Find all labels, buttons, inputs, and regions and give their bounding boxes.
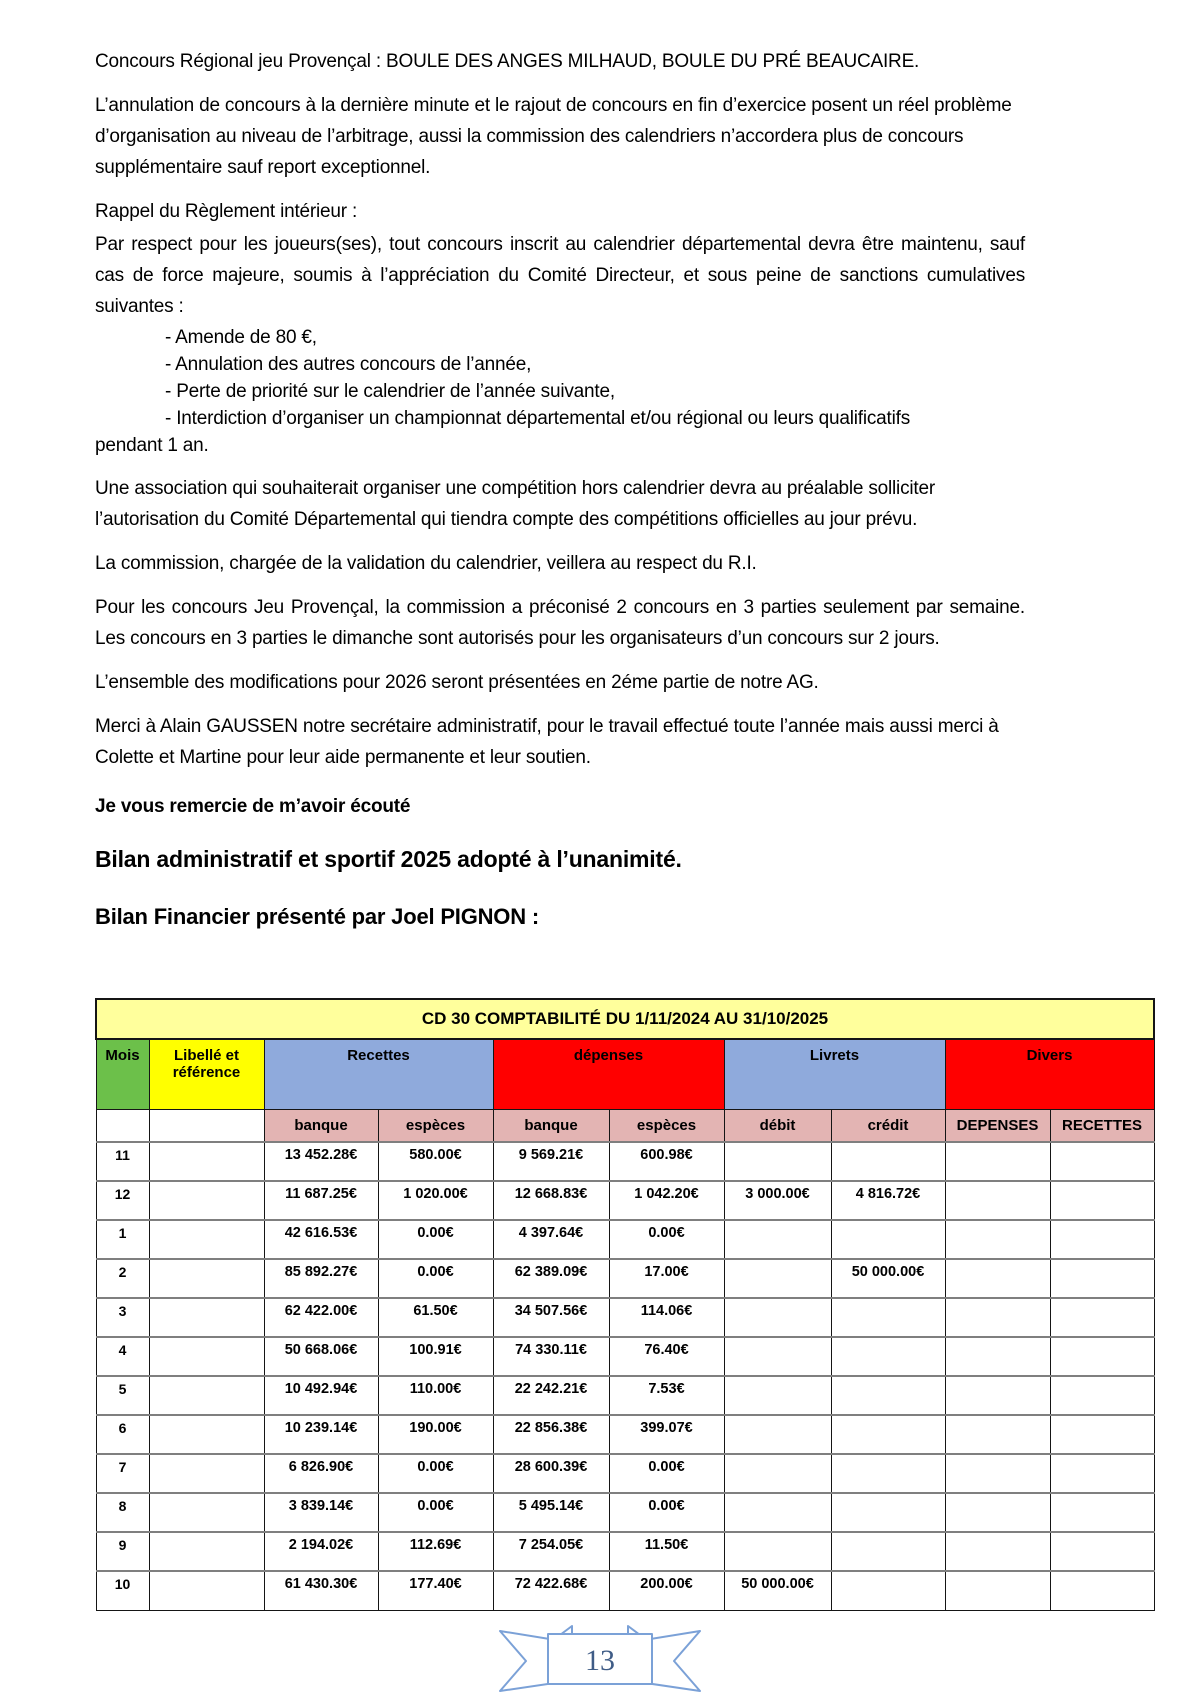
value-cell: 399.07€: [609, 1415, 724, 1454]
subheader-divers-depenses: DEPENSES: [945, 1109, 1050, 1142]
table-row: [96, 1220, 1154, 1259]
value-cell: 22 242.21€: [493, 1376, 609, 1415]
value-cell: [1050, 1181, 1154, 1220]
value-cell: 50 668.06€: [264, 1337, 378, 1376]
value-cell: [945, 1142, 1050, 1181]
value-cell: 600.98€: [609, 1142, 724, 1181]
value-cell: 10 492.94€: [264, 1376, 378, 1415]
value-cell: [831, 1298, 945, 1337]
value-cell: 100.91€: [378, 1337, 493, 1376]
value-cell: [1050, 1142, 1154, 1181]
value-cell: [945, 1454, 1050, 1493]
value-cell: 177.40€: [378, 1571, 493, 1610]
paragraph-merci: Merci à Alain GAUSSEN notre secrétaire administratif, pour le travail effectué toute l’année mais aussi merci à Colette et Martine pour leur aide permanente et leur soutien.: [95, 716, 999, 768]
value-cell: 11.50€: [609, 1532, 724, 1571]
paragraph-concours-jeu-provencal: Pour les concours Jeu Provençal, la commission a préconisé 2 concours en 3 parties seulement par semaine. Les concours en 3 parties le dimanche sont autorisés pour les organisateurs d’un concours sur 2 jours.: [95, 597, 1025, 649]
paragraph-remerciement: Je vous remercie de m’avoir écouté: [95, 796, 411, 817]
value-cell: [945, 1298, 1050, 1337]
libelle-cell: [149, 1298, 264, 1337]
value-cell: 4 397.64€: [493, 1220, 609, 1259]
value-cell: 74 330.11€: [493, 1337, 609, 1376]
value-cell: 110.00€: [378, 1376, 493, 1415]
value-cell: [945, 1376, 1050, 1415]
subheader-livrets-credit: crédit: [831, 1109, 945, 1142]
heading-bilan-financier: Bilan Financier présenté par Joel PIGNON :: [95, 904, 539, 929]
value-cell: 2 194.02€: [264, 1532, 378, 1571]
body-text: [95, 46, 1025, 998]
table-group-header-row: [96, 1039, 1154, 1109]
paragraph-ensemble-modifications: L’ensemble des modifications pour 2026 seront présentées en 2éme partie de notre AG.: [95, 672, 819, 693]
value-cell: 7.53€: [609, 1376, 724, 1415]
value-cell: [831, 1220, 945, 1259]
col-group-livrets: Livrets: [724, 1039, 945, 1109]
paragraph-concours-regional: Concours Régional jeu Provençal : BOULE DES ANGES MILHAUD, BOULE DU PRÉ BEAUCAIRE.: [95, 51, 920, 72]
mois-cell: 6: [96, 1415, 149, 1454]
value-cell: [945, 1493, 1050, 1532]
value-cell: [945, 1220, 1050, 1259]
value-cell: [724, 1259, 831, 1298]
col-group-divers: Divers: [945, 1039, 1154, 1109]
libelle-cell: [149, 1493, 264, 1532]
paragraph-par-respect: Par respect pour les joueurs(ses), tout concours inscrit au calendrier départemental devra être maintenu, sauf cas de force majeure, soumis à l’appréciation du Comité Directeur, et sous peine de sanctions cumulatives suivantes :: [95, 234, 1025, 317]
value-cell: 10 239.14€: [264, 1415, 378, 1454]
value-cell: 50 000.00€: [831, 1259, 945, 1298]
value-cell: [724, 1532, 831, 1571]
table-row: [96, 1532, 1154, 1571]
value-cell: [945, 1181, 1050, 1220]
subheader-divers-recettes: RECETTES: [1050, 1109, 1154, 1142]
value-cell: [831, 1376, 945, 1415]
value-cell: [1050, 1259, 1154, 1298]
value-cell: 3 839.14€: [264, 1493, 378, 1532]
value-cell: 7 254.05€: [493, 1532, 609, 1571]
value-cell: 200.00€: [609, 1571, 724, 1610]
subheader-livrets-debit: débit: [724, 1109, 831, 1142]
mois-cell: 7: [96, 1454, 149, 1493]
value-cell: 13 452.28€: [264, 1142, 378, 1181]
libelle-cell: [149, 1571, 264, 1610]
mois-cell: 1: [96, 1220, 149, 1259]
value-cell: [1050, 1220, 1154, 1259]
value-cell: 190.00€: [378, 1415, 493, 1454]
mois-cell: 2: [96, 1259, 149, 1298]
value-cell: [724, 1298, 831, 1337]
value-cell: [945, 1571, 1050, 1610]
value-cell: [1050, 1532, 1154, 1571]
value-cell: 0.00€: [378, 1259, 493, 1298]
paragraph-commission-validation: La commission, chargée de la validation du calendrier, veillera au respect du R.I.: [95, 553, 757, 574]
value-cell: 0.00€: [609, 1454, 724, 1493]
table-row: [96, 1142, 1154, 1181]
value-cell: 1 042.20€: [609, 1181, 724, 1220]
value-cell: 28 600.39€: [493, 1454, 609, 1493]
value-cell: 76.40€: [609, 1337, 724, 1376]
libelle-cell: [149, 1181, 264, 1220]
table-row: [96, 1337, 1154, 1376]
value-cell: 1 020.00€: [378, 1181, 493, 1220]
paragraph-pendant-un-an: pendant 1 an.: [95, 435, 209, 456]
value-cell: [724, 1493, 831, 1532]
value-cell: [1050, 1454, 1154, 1493]
value-cell: 114.06€: [609, 1298, 724, 1337]
value-cell: [724, 1220, 831, 1259]
value-cell: 22 856.38€: [493, 1415, 609, 1454]
libelle-cell: [149, 1415, 264, 1454]
table-title-row: [96, 999, 1154, 1039]
accounting-table: [95, 998, 1155, 1611]
sanction-item-annulation: - Annulation des autres concours de l’année,: [165, 354, 532, 375]
heading-bilan-administratif: Bilan administratif et sportif 2025 adopté à l’unanimité.: [95, 846, 682, 872]
table-body: [96, 1142, 1154, 1610]
value-cell: 61 430.30€: [264, 1571, 378, 1610]
mois-cell: 12: [96, 1181, 149, 1220]
value-cell: [1050, 1337, 1154, 1376]
table-sub-header-row: [96, 1109, 1154, 1142]
value-cell: [724, 1337, 831, 1376]
value-cell: 5 495.14€: [493, 1493, 609, 1532]
value-cell: [945, 1259, 1050, 1298]
value-cell: 12 668.83€: [493, 1181, 609, 1220]
value-cell: [831, 1415, 945, 1454]
value-cell: [831, 1532, 945, 1571]
value-cell: 42 616.53€: [264, 1220, 378, 1259]
value-cell: [831, 1493, 945, 1532]
libelle-cell: [149, 1220, 264, 1259]
value-cell: 0.00€: [378, 1454, 493, 1493]
value-cell: [831, 1571, 945, 1610]
paragraph-rappel-reglement: Rappel du Règlement intérieur :: [95, 201, 358, 222]
col-group-libelle: Libellé et référence: [149, 1039, 264, 1109]
mois-cell: 3: [96, 1298, 149, 1337]
value-cell: 0.00€: [609, 1493, 724, 1532]
table-row: [96, 1493, 1154, 1532]
table-row: [96, 1259, 1154, 1298]
table-row: [96, 1454, 1154, 1493]
libelle-cell: [149, 1376, 264, 1415]
libelle-cell: [149, 1337, 264, 1376]
mois-cell: 8: [96, 1493, 149, 1532]
value-cell: [945, 1415, 1050, 1454]
sanctions-list: [95, 324, 1025, 432]
mois-cell: 10: [96, 1571, 149, 1610]
value-cell: [1050, 1298, 1154, 1337]
value-cell: 62 422.00€: [264, 1298, 378, 1337]
sanction-item-amende: - Amende de 80 €,: [165, 327, 317, 348]
table-row: [96, 1376, 1154, 1415]
subheader-empty-mois: [96, 1109, 149, 1142]
table-row: [96, 1181, 1154, 1220]
col-group-recettes: Recettes: [264, 1039, 493, 1109]
libelle-cell: [149, 1454, 264, 1493]
value-cell: [945, 1532, 1050, 1571]
paragraph-association: Une association qui souhaiterait organiser une compétition hors calendrier devra au préalable solliciter l’autorisation du Comité Départemental qui tiendra compte des compétitions officielles au jour prévu.: [95, 478, 935, 530]
value-cell: 17.00€: [609, 1259, 724, 1298]
value-cell: [831, 1454, 945, 1493]
col-group-depenses: dépenses: [493, 1039, 724, 1109]
table-row: [96, 1415, 1154, 1454]
sanction-item-interdiction: - Interdiction d’organiser un championnat départemental et/ou régional ou leurs qualificatifs: [165, 408, 911, 429]
value-cell: [724, 1142, 831, 1181]
value-cell: 11 687.25€: [264, 1181, 378, 1220]
paragraph-annulation: L’annulation de concours à la dernière minute et le rajout de concours en fin d’exercice posent un réel problème d’organisation au niveau de l’arbitrage, aussi la commission des calendriers n’accordera plus de concours supplémentaire sauf report exceptionnel.: [95, 95, 1012, 178]
libelle-cell: [149, 1259, 264, 1298]
table-title: CD 30 COMPTABILITÉ DU 1/11/2024 AU 31/10/2025: [96, 999, 1154, 1039]
mois-cell: 9: [96, 1532, 149, 1571]
value-cell: [724, 1415, 831, 1454]
value-cell: 50 000.00€: [724, 1571, 831, 1610]
table-row: [96, 1571, 1154, 1610]
value-cell: [724, 1376, 831, 1415]
sanction-item-perte: - Perte de priorité sur le calendrier de l’année suivante,: [165, 381, 615, 402]
col-group-mois: Mois: [96, 1039, 149, 1109]
value-cell: 9 569.21€: [493, 1142, 609, 1181]
value-cell: 72 422.68€: [493, 1571, 609, 1610]
value-cell: 3 000.00€: [724, 1181, 831, 1220]
value-cell: 85 892.27€: [264, 1259, 378, 1298]
value-cell: [945, 1337, 1050, 1376]
subheader-depenses-banque: banque: [493, 1109, 609, 1142]
value-cell: 62 389.09€: [493, 1259, 609, 1298]
value-cell: 0.00€: [378, 1220, 493, 1259]
table-row: [96, 1298, 1154, 1337]
value-cell: 4 816.72€: [831, 1181, 945, 1220]
value-cell: 580.00€: [378, 1142, 493, 1181]
mois-cell: 5: [96, 1376, 149, 1415]
value-cell: 0.00€: [609, 1220, 724, 1259]
value-cell: [831, 1142, 945, 1181]
page-footer: [0, 1619, 1200, 1698]
page-number: 13: [585, 1643, 615, 1677]
subheader-recettes-especes: espèces: [378, 1109, 493, 1142]
subheader-depenses-especes: espèces: [609, 1109, 724, 1142]
page-number-ribbon-icon: [498, 1619, 702, 1693]
value-cell: 6 826.90€: [264, 1454, 378, 1493]
mois-cell: 11: [96, 1142, 149, 1181]
subheader-recettes-banque: banque: [264, 1109, 378, 1142]
value-cell: 112.69€: [378, 1532, 493, 1571]
value-cell: [1050, 1571, 1154, 1610]
libelle-cell: [149, 1142, 264, 1181]
value-cell: [1050, 1415, 1154, 1454]
libelle-cell: [149, 1532, 264, 1571]
value-cell: 0.00€: [378, 1493, 493, 1532]
value-cell: [724, 1454, 831, 1493]
mois-cell: 4: [96, 1337, 149, 1376]
value-cell: 34 507.56€: [493, 1298, 609, 1337]
value-cell: [1050, 1376, 1154, 1415]
subheader-empty-libelle: [149, 1109, 264, 1142]
value-cell: [831, 1337, 945, 1376]
value-cell: [1050, 1493, 1154, 1532]
value-cell: 61.50€: [378, 1298, 493, 1337]
